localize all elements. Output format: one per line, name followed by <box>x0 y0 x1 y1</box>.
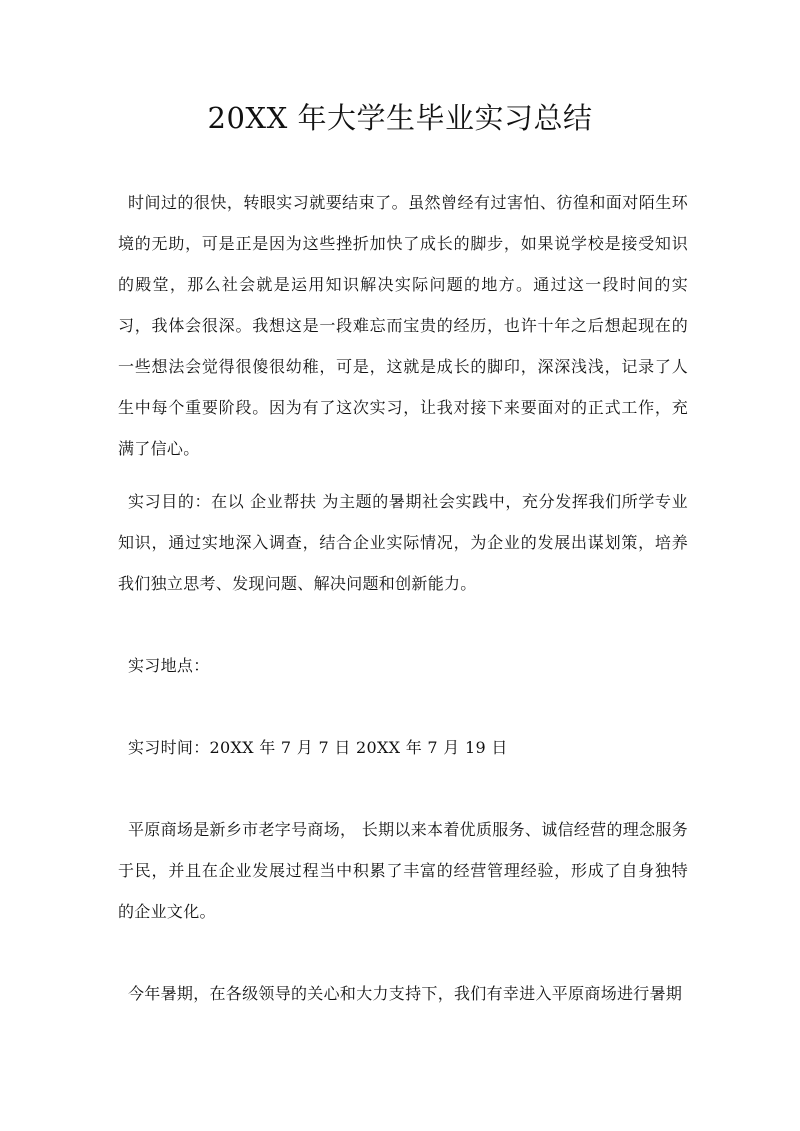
document-title: 20XX 年大学生毕业实习总结 <box>207 101 593 135</box>
paragraph-intro: 时间过的很快，转眼实习就要结束了。虽然曾经有过害怕、彷徨和面对陌生环境的无助，可是正是因为这些挫折加快了成长的脚步，如果说学校是接受知识的殿堂，那么社会就是运用知识解决实际问题的地方。通过这一段时间的实习，我体会很深。我想这是一段难忘而宝贵的经历，也许十年之后想起现在的一些想法会觉得很傻很幼稚，可是，这就是成长的脚印，深深浅浅，记录了人生中每个重要阶段。因为有了这次实习，让我对接下来要面对的正式工作，充满了信心。 <box>118 193 688 458</box>
paragraph-summer: 今年暑期，在各级领导的关心和大力支持下，我们有幸进入平原商场进行暑期 <box>128 984 683 1003</box>
paragraph-purpose: 实习目的：在以 企业帮扶 为主题的暑期社会实践中，充分发挥我们所学专业知识，通过实地深入调查，结合企业实际情况，为企业的发展出谋划策，培养我们独立思考、发现问题、解决问题和创新能力。 <box>118 492 688 593</box>
paragraph-time: 实习时间：20XX 年 7 月 7 日 20XX 年 7 月 19 日 <box>128 738 508 757</box>
paragraph-location: 实习地点： <box>128 656 210 675</box>
paragraph-company-intro: 平原商场是新乡市老字号商场， 长期以来本着优质服务、诚信经营的理念服务于民，并且在企业发展过程当中积累了丰富的经营管理经验，形成了自身独特的企业文化。 <box>118 820 688 921</box>
